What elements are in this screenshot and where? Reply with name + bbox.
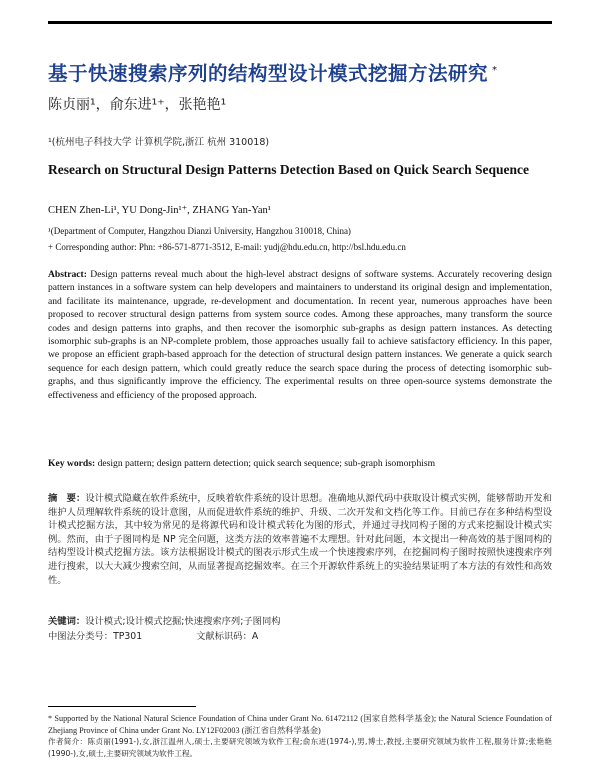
footnote	[48, 713, 552, 759]
author-bio: 作者简介：陈贞丽(1991-),女,浙江温州人,硕士,主要研究领域为软件工程;俞东进(1974-),男,博士,教授,主要研究领域为软件工程,服务计算;张艳艳(1990-),女,硕士,主要研究领域为软件工程。	[48, 737, 552, 758]
cn-keywords-text: 设计模式;设计模式挖掘;快速搜索序列;子图同构	[85, 616, 281, 627]
english-affiliation: ¹(Department of Computer, Hangzhou Dianzi University, Hangzhou 310018, China)	[48, 226, 351, 236]
cn-abstract-label: 摘 要：	[48, 493, 86, 504]
document-code: 文献标识码：A	[196, 631, 259, 642]
funding-note: * Supported by the National Natural Science Foundation of China under Grant No. 61472112 (国家自然科学基金); the Natural Science Foundation of Zhejiang Province of China under Grant No. LY12F02003 (浙江省自然科学基金)	[48, 714, 552, 735]
class-number: 中图法分类号：TP301	[48, 631, 143, 642]
chinese-abstract	[48, 492, 552, 587]
chinese-title-text: 基于快速搜索序列的结构型设计模式挖掘方法研究	[48, 62, 489, 85]
cn-keywords-label: 关键词：	[48, 616, 86, 627]
abstract-label: Abstract:	[48, 269, 87, 280]
keywords-text: design pattern; design pattern detection; quick search sequence; sub-graph isomorphism	[97, 458, 436, 469]
keywords-label: Key words:	[48, 458, 96, 469]
top-rule	[48, 21, 552, 24]
chinese-authors: 陈贞丽¹，俞东进¹⁺，张艳艳¹	[48, 97, 227, 113]
english-title: Research on Structural Design Patterns Detection Based on Quick Search Sequence	[48, 162, 529, 177]
chinese-keywords	[48, 613, 281, 627]
title-footnote-mark: *	[492, 64, 498, 76]
footnote-rule	[48, 706, 196, 707]
english-abstract	[48, 268, 552, 402]
cn-abstract-text: 设计模式隐藏在软件系统中，反映着软件系统的设计思想。准确地从源代码中获取设计模式实例，能够帮助开发和维护人员理解软件系统的设计意图，从而促进软件系统的维护、升级、二次开发和文档化等工作。目前已存在多种结构型设计模式挖掘方法，其中较为常见的是将源代码和设计模式转化为图的形式，并通过寻找同构子图的方式来挖掘设计模式实例。然而，由于子图同构是 NP 完全问题，这类方法的效率普遍不太理想。针对此问题，本文提出一种高效的基于图同构的结构型设计模式挖掘方法。该方法根据设计模式的图表示形式生成一个快速搜索序列，在挖掘同构子图时按照快速搜索序列进行搜索，以大大减少搜索空间，从而显著提高挖掘效率。在三个开源软件系统上的实验结果证明了本方法的有效性和高效性。	[48, 493, 552, 586]
classification-line	[48, 628, 258, 642]
abstract-text: Design patterns reveal much about the high-level abstract designs of software systems. Accurately recovering design pattern instances in a software system can help developers and maintainers to understand its original design and implementation, and facilitate its maintenance, upgrade, re-development and documentation. In recent year, numerous approaches have been proposed to recover structural design patterns from system source codes. Among these approaches, many transform the source codes and design patterns into graphs, and then recover the isomorphic sub-graphs as design pattern instances. As detecting isomorphic sub-graphs is an NP-complete problem, those approaches usually fail to achieve satisfactory efficiency. In this paper, we propose an efficient graph-based approach for the detection of structural design pattern instances. We generate a quick search sequence for each design pattern, which could greatly reduce the search space during the process of detecting isomorphic sub-graphs, and thus significantly improve the efficiency. The experimental results on three open-source systems demonstrate the effectiveness and efficiency of the proposed approach.	[48, 269, 552, 401]
english-keywords	[48, 458, 552, 469]
english-authors: CHEN Zhen-Li¹, YU Dong-Jin¹⁺, ZHANG Yan-Yan¹	[48, 205, 271, 216]
corresponding-author: + Corresponding author: Phn: +86-571-8771-3512, E-mail: yudj@hdu.edu.cn, http://bsl.hdu.edu.cn	[48, 242, 406, 252]
chinese-affiliation: ¹(杭州电子科技大学 计算机学院,浙江 杭州 310018)	[48, 137, 270, 148]
chinese-title	[48, 58, 498, 86]
